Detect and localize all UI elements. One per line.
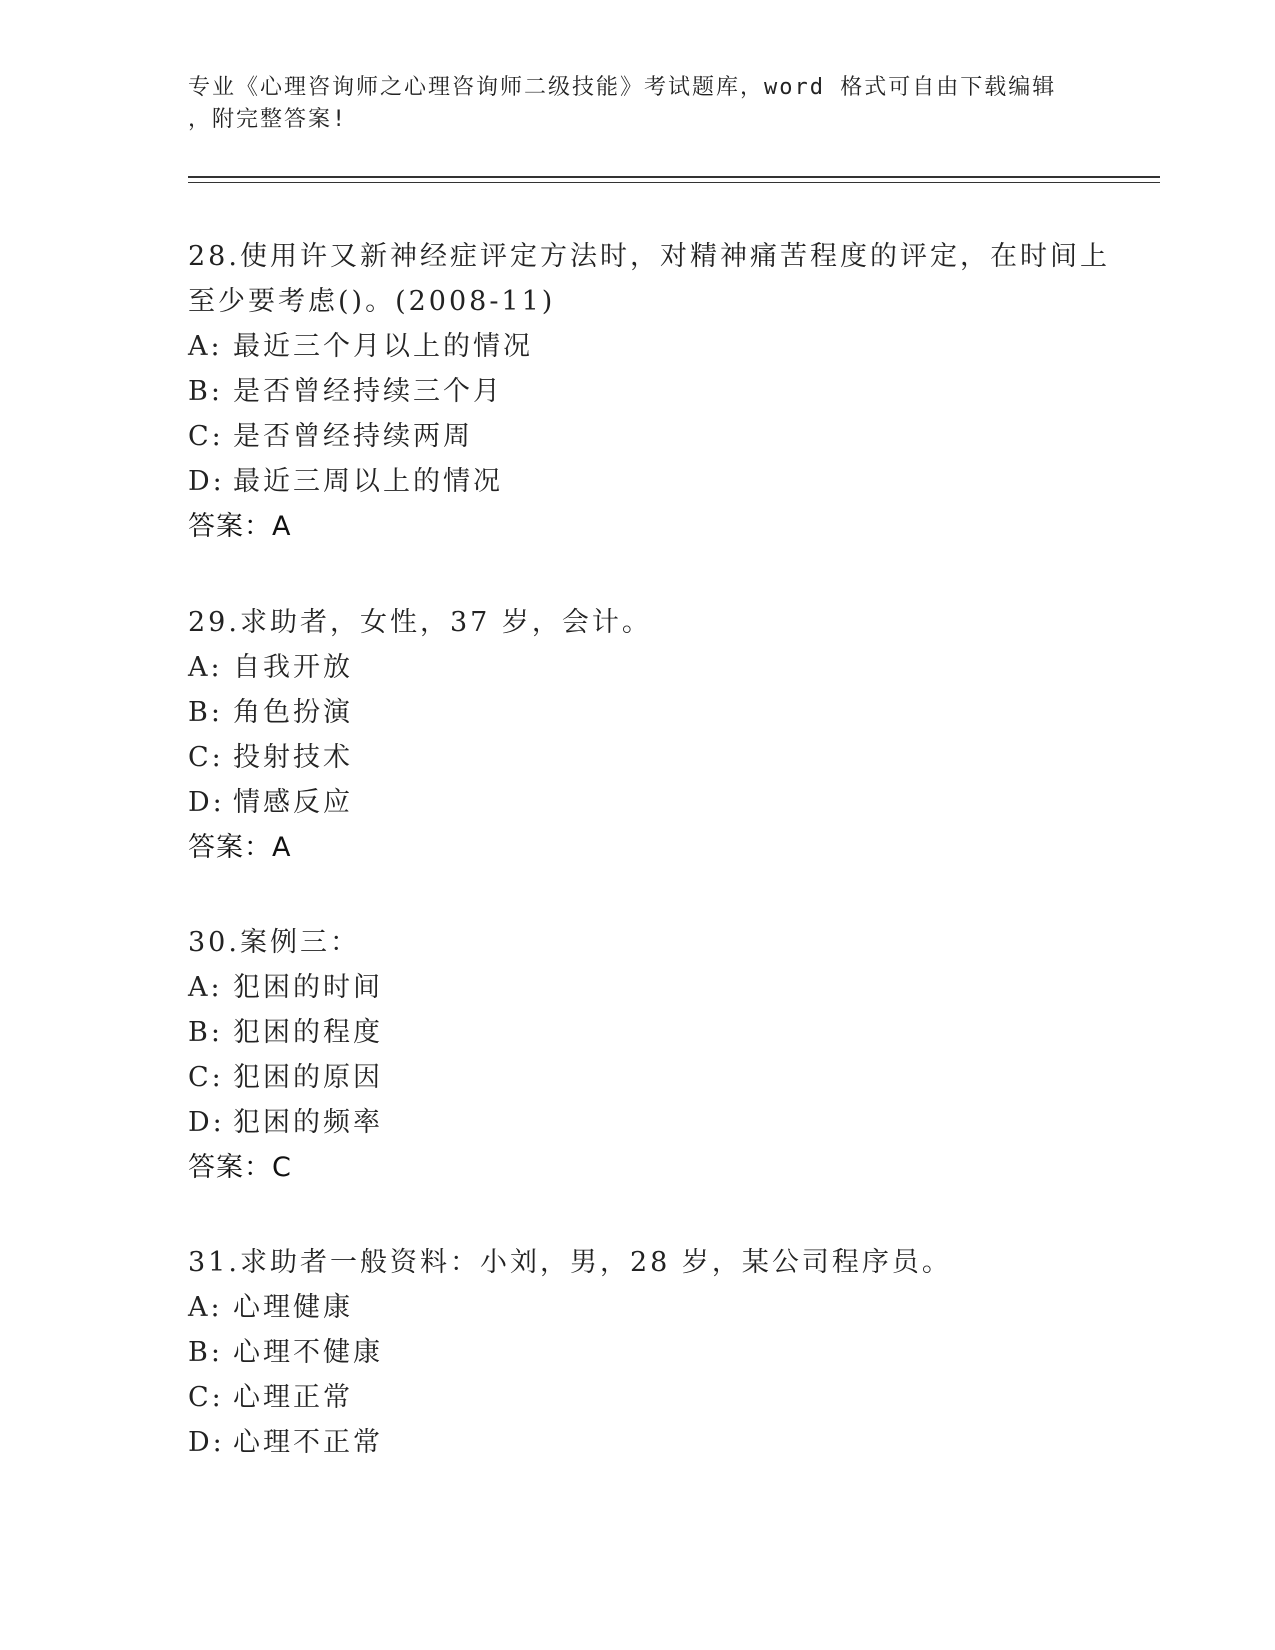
- option-a: [188, 324, 1088, 369]
- option-a: [188, 965, 1088, 1010]
- option-text: 是否曾经持续三个月: [233, 376, 503, 407]
- document-header: [188, 72, 1088, 136]
- question-29: [188, 600, 1088, 871]
- question-stem-continued: 至少要考虑()。(2008-11): [188, 286, 556, 317]
- option-letter: A:: [188, 652, 223, 683]
- option-letter: D:: [188, 787, 225, 818]
- option-letter: B:: [188, 1337, 223, 1368]
- option-text: 情感反应: [233, 787, 353, 818]
- option-letter: C:: [188, 1382, 224, 1413]
- option-text: 犯困的程度: [233, 1017, 383, 1048]
- option-a: [188, 645, 1088, 690]
- option-c: [188, 735, 1088, 780]
- option-c: [188, 1055, 1088, 1100]
- option-b: [188, 1010, 1088, 1055]
- question-stem: 31.求助者一般资料：小刘，男，28 岁，某公司程序员。: [188, 1247, 952, 1278]
- option-letter: B:: [188, 1017, 223, 1048]
- question-30: [188, 920, 1088, 1191]
- question-31: [188, 1240, 1088, 1465]
- option-a: [188, 1285, 1088, 1330]
- option-text: 投射技术: [233, 742, 353, 773]
- header-line-2: ，附完整答案!: [188, 107, 348, 132]
- option-d: [188, 1100, 1088, 1145]
- option-text: 最近三周以上的情况: [233, 466, 503, 497]
- option-letter: C:: [188, 421, 224, 452]
- option-letter: B:: [188, 376, 223, 407]
- option-text: 角色扮演: [233, 697, 353, 728]
- option-text: 犯困的时间: [233, 972, 383, 1003]
- option-c: [188, 1375, 1088, 1420]
- option-text: 是否曾经持续两周: [233, 421, 473, 452]
- question-stem: 28.使用许又新神经症评定方法时，对精神痛苦程度的评定，在时间上: [188, 241, 1110, 272]
- option-letter: A:: [188, 972, 223, 1003]
- answer-label: 答案：A: [188, 511, 292, 542]
- header-divider-bottom: [188, 182, 1160, 183]
- question-28: [188, 234, 1110, 550]
- option-text: 心理不健康: [233, 1337, 383, 1368]
- option-d: [188, 780, 1088, 825]
- question-stem: 30.案例三：: [188, 927, 360, 958]
- option-b: [188, 690, 1088, 735]
- option-letter: A:: [188, 331, 223, 362]
- header-line-1: 专业《心理咨询师之心理咨询师二级技能》考试题库，word 格式可自由下载编辑: [188, 75, 1057, 100]
- option-letter: A:: [188, 1292, 223, 1323]
- option-text: 犯困的原因: [233, 1062, 383, 1093]
- option-text: 心理正常: [233, 1382, 353, 1413]
- option-c: [188, 414, 1088, 459]
- option-text: 心理不正常: [233, 1427, 383, 1458]
- option-d: [188, 1420, 1088, 1465]
- option-text: 自我开放: [233, 652, 353, 683]
- option-text: 最近三个月以上的情况: [233, 331, 533, 362]
- option-text: 犯困的频率: [233, 1107, 383, 1138]
- option-d: [188, 459, 1088, 504]
- option-letter: D:: [188, 1427, 225, 1458]
- option-letter: C:: [188, 742, 224, 773]
- header-divider-top: [188, 176, 1160, 178]
- option-text: 心理健康: [233, 1292, 353, 1323]
- option-letter: D:: [188, 1107, 225, 1138]
- answer-label: 答案：A: [188, 832, 292, 863]
- question-stem: 29.求助者，女性，37 岁，会计。: [188, 607, 652, 638]
- option-letter: D:: [188, 466, 225, 497]
- option-letter: B:: [188, 697, 223, 728]
- option-letter: C:: [188, 1062, 224, 1093]
- option-b: [188, 1330, 1088, 1375]
- answer-label: 答案：C: [188, 1152, 292, 1183]
- option-b: [188, 369, 1088, 414]
